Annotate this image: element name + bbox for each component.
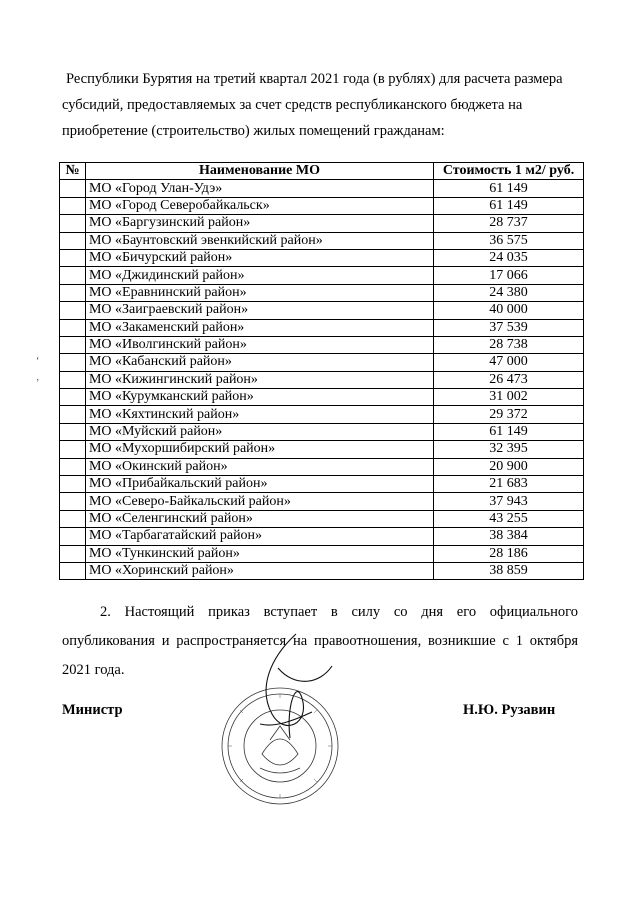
cost-per-m2-cell: 61 149 xyxy=(434,180,584,197)
header-number: № xyxy=(60,163,86,180)
municipality-name-cell: МО «Закаменский район» xyxy=(85,319,433,336)
table-row xyxy=(60,267,584,284)
municipality-name-cell: МО «Баргузинский район» xyxy=(85,215,433,232)
table-row xyxy=(60,423,584,440)
municipality-name-cell: МО «Баунтовский эвенкийский район» xyxy=(85,232,433,249)
cost-per-m2-cell: 38 384 xyxy=(434,528,584,545)
cost-per-m2-cell: 37 539 xyxy=(434,319,584,336)
row-number-cell xyxy=(60,389,86,406)
row-number-cell xyxy=(60,493,86,510)
row-number-cell xyxy=(60,510,86,527)
row-number-cell xyxy=(60,302,86,319)
municipality-name-cell: МО «Кабанский район» xyxy=(85,354,433,371)
municipality-name-cell: МО «Город Северобайкальск» xyxy=(85,197,433,214)
municipality-name-cell: МО «Северо-Байкальский район» xyxy=(85,493,433,510)
intro-line-2: субсидий, предоставляемых за счет средств республиканского бюджета на xyxy=(62,97,523,113)
table-body xyxy=(60,180,584,580)
row-number-cell xyxy=(60,441,86,458)
table-row xyxy=(60,232,584,249)
table-row xyxy=(60,545,584,562)
cost-per-m2-cell: 32 395 xyxy=(434,441,584,458)
header-cost: Стоимость 1 м2/ руб. xyxy=(434,163,584,180)
table-row xyxy=(60,354,584,371)
table-row xyxy=(60,476,584,493)
table-row xyxy=(60,389,584,406)
table-row xyxy=(60,215,584,232)
cost-per-m2-cell: 47 000 xyxy=(434,354,584,371)
municipality-name-cell: МО «Мухоршибирский район» xyxy=(85,441,433,458)
cost-per-m2-cell: 20 900 xyxy=(434,458,584,475)
paragraph-2: 2. Настоящий приказ вступает в силу со дня его официального опубликования и распространяется на правоотношения, возникшие с 1 октября 2021 года. xyxy=(62,604,578,678)
table-row xyxy=(60,302,584,319)
municipality-name-cell: МО «Прибайкальский район» xyxy=(85,476,433,493)
scan-mark: ‘ xyxy=(36,356,40,367)
row-number-cell xyxy=(60,406,86,423)
official-seal-and-signature xyxy=(200,628,360,808)
row-number-cell xyxy=(60,336,86,353)
row-number-cell xyxy=(60,215,86,232)
signer-title: Министр xyxy=(62,702,123,718)
table-row xyxy=(60,458,584,475)
cost-per-m2-cell: 29 372 xyxy=(434,406,584,423)
intro-line-3: приобретение (строительство) жилых помещений гражданам: xyxy=(62,123,445,139)
municipality-name-cell: МО «Кижингинский район» xyxy=(85,371,433,388)
row-number-cell xyxy=(60,528,86,545)
cost-per-m2-cell: 61 149 xyxy=(434,197,584,214)
table-row xyxy=(60,197,584,214)
table-row xyxy=(60,180,584,197)
municipality-name-cell: МО «Селенгинский район» xyxy=(85,510,433,527)
municipality-name-cell: МО «Муйский район» xyxy=(85,423,433,440)
row-number-cell xyxy=(60,423,86,440)
intro-paragraph xyxy=(62,66,578,144)
municipality-name-cell: МО «Курумканский район» xyxy=(85,389,433,406)
cost-per-m2-cell: 24 035 xyxy=(434,249,584,266)
municipality-name-cell: МО «Тарбагатайский район» xyxy=(85,528,433,545)
municipality-name-cell: МО «Кяхтинский район» xyxy=(85,406,433,423)
cost-per-m2-cell: 40 000 xyxy=(434,302,584,319)
row-number-cell xyxy=(60,249,86,266)
cost-per-m2-cell: 28 186 xyxy=(434,545,584,562)
cost-per-m2-cell: 24 380 xyxy=(434,284,584,301)
cost-per-m2-cell: 61 149 xyxy=(434,423,584,440)
table-row xyxy=(60,319,584,336)
scan-mark: ’ xyxy=(36,378,40,389)
row-number-cell xyxy=(60,545,86,562)
header-name: Наименование МО xyxy=(85,163,433,180)
cost-per-m2-cell: 43 255 xyxy=(434,510,584,527)
signer-name: Н.Ю. Рузавин xyxy=(463,702,556,718)
municipality-name-cell: МО «Тункинский район» xyxy=(85,545,433,562)
table-row xyxy=(60,371,584,388)
row-number-cell xyxy=(60,458,86,475)
table-row xyxy=(60,336,584,353)
row-number-cell xyxy=(60,371,86,388)
cost-per-m2-cell: 17 066 xyxy=(434,267,584,284)
municipality-name-cell: МО «Заиграевский район» xyxy=(85,302,433,319)
municipality-name-cell: МО «Еравнинский район» xyxy=(85,284,433,301)
intro-line-1: Республики Бурятия на третий квартал 2021 года (в рублях) для расчета размера xyxy=(66,71,563,87)
cost-per-m2-cell: 36 575 xyxy=(434,232,584,249)
row-number-cell xyxy=(60,232,86,249)
row-number-cell xyxy=(60,562,86,579)
row-number-cell xyxy=(60,267,86,284)
table-row xyxy=(60,528,584,545)
municipality-name-cell: МО «Окинский район» xyxy=(85,458,433,475)
municipality-name-cell: МО «Хоринский район» xyxy=(85,562,433,579)
row-number-cell xyxy=(60,284,86,301)
cost-per-m2-cell: 28 737 xyxy=(434,215,584,232)
table-row xyxy=(60,493,584,510)
municipality-name-cell: МО «Город Улан-Удэ» xyxy=(85,180,433,197)
table-row xyxy=(60,510,584,527)
municipality-cost-table xyxy=(59,162,584,580)
cost-per-m2-cell: 37 943 xyxy=(434,493,584,510)
table-header-row xyxy=(60,163,584,180)
row-number-cell xyxy=(60,197,86,214)
municipality-name-cell: МО «Джидинский район» xyxy=(85,267,433,284)
table-row xyxy=(60,406,584,423)
table-row xyxy=(60,562,584,579)
row-number-cell xyxy=(60,180,86,197)
cost-per-m2-cell: 31 002 xyxy=(434,389,584,406)
municipality-name-cell: МО «Иволгинский район» xyxy=(85,336,433,353)
table-row xyxy=(60,284,584,301)
table-row xyxy=(60,249,584,266)
cost-per-m2-cell: 21 683 xyxy=(434,476,584,493)
cost-per-m2-cell: 28 738 xyxy=(434,336,584,353)
row-number-cell xyxy=(60,319,86,336)
cost-per-m2-cell: 26 473 xyxy=(434,371,584,388)
row-number-cell xyxy=(60,354,86,371)
municipality-name-cell: МО «Бичурский район» xyxy=(85,249,433,266)
table-row xyxy=(60,441,584,458)
cost-per-m2-cell: 38 859 xyxy=(434,562,584,579)
row-number-cell xyxy=(60,476,86,493)
